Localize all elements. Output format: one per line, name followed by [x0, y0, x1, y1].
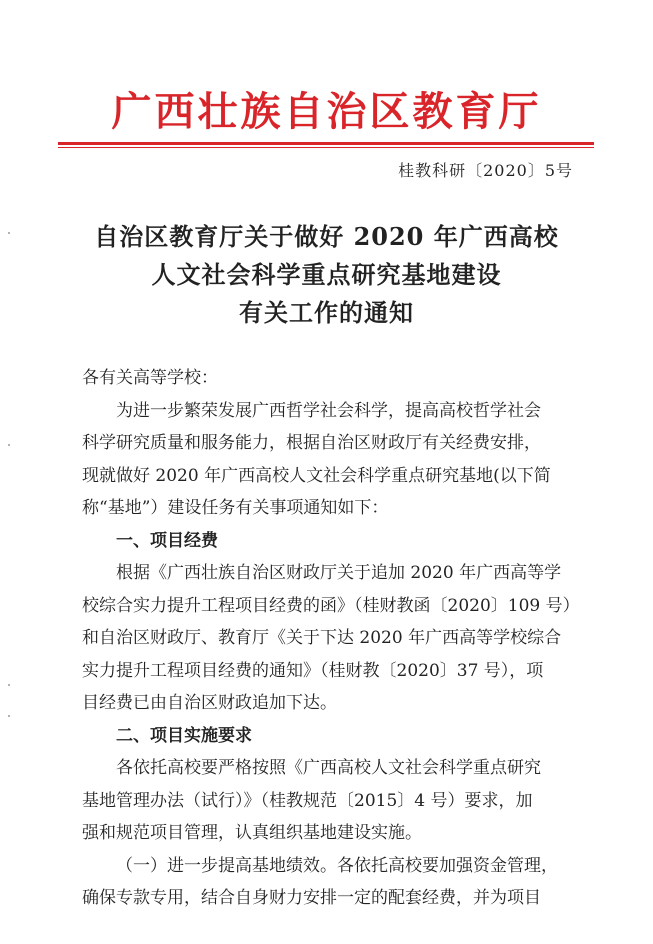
- title-line: 人文社会科学重点研究基地建设: [151, 260, 502, 289]
- paragraph-funding: [82, 557, 582, 720]
- text-line: 称“基地”）建设任务有关事项通知如下：: [82, 498, 389, 518]
- text-line: 科学研究质量和服务能力，根据自治区财政厅有关经费安排，: [82, 433, 541, 453]
- document-body: [82, 362, 582, 915]
- text-line: 各依托高校要严格按照《广西高校人文社会科学重点研究: [116, 758, 541, 778]
- paragraph-intro: [82, 395, 582, 525]
- masthead-red-rule-thin: [58, 147, 594, 148]
- text-line: 实力提升工程项目经费的通知》（桂财教〔2020〕37 号），项: [82, 660, 544, 681]
- text-line: （一）进一步提高基地绩效。各依托高校要加强资金管理，: [116, 855, 558, 876]
- masthead-title: 广西壮族自治区教育厅: [111, 88, 542, 135]
- text-line: 为进一步繁荣发展广西哲学社会科学，提高高校哲学社会: [116, 400, 541, 421]
- masthead-red-rule: [58, 142, 594, 145]
- text-line: 目经费已由自治区财政追加下达。: [82, 693, 337, 713]
- title-line: 有关工作的通知: [239, 298, 414, 327]
- section-heading-requirements: 二、项目实施要求: [116, 725, 252, 746]
- paragraph-item-1: [82, 850, 582, 915]
- text-line: 和自治区财政厅、教育厅《关于下达 2020 年广西高等学校综合: [82, 628, 562, 648]
- title-line: 自治区教育厅关于做好 2020 年广西高校: [94, 222, 559, 251]
- scan-speck: [8, 715, 10, 717]
- text-line: 现就做好 2020 年广西高校人文社会科学重点研究基地(以下简: [82, 465, 551, 486]
- text-line: 基地管理办法（试行）》（桂教规范〔2015〕4 号）要求，加: [82, 790, 533, 811]
- scan-speck: [8, 684, 10, 686]
- text-line: 确保专款专用，结合自身财力安排一定的配套经费，并为项目: [82, 888, 541, 908]
- salutation: 各有关高等学校：: [82, 368, 218, 388]
- text-line: 强和规范项目管理，认真组织基地建设实施。: [82, 823, 422, 843]
- document-number: 桂教科研〔2020〕5号: [398, 161, 573, 180]
- scan-speck: [8, 232, 10, 234]
- scan-speck: [8, 444, 10, 446]
- paragraph-requirements: [82, 752, 582, 850]
- document-title: [0, 218, 653, 332]
- section-heading-funding: 一、项目经费: [116, 530, 218, 551]
- text-line: 根据《广西壮族自治区财政厅关于追加 2020 年广西高等学: [116, 563, 562, 583]
- text-line: 校综合实力提升工程项目经费的函》（桂财教函〔2020〕109 号）: [82, 595, 580, 616]
